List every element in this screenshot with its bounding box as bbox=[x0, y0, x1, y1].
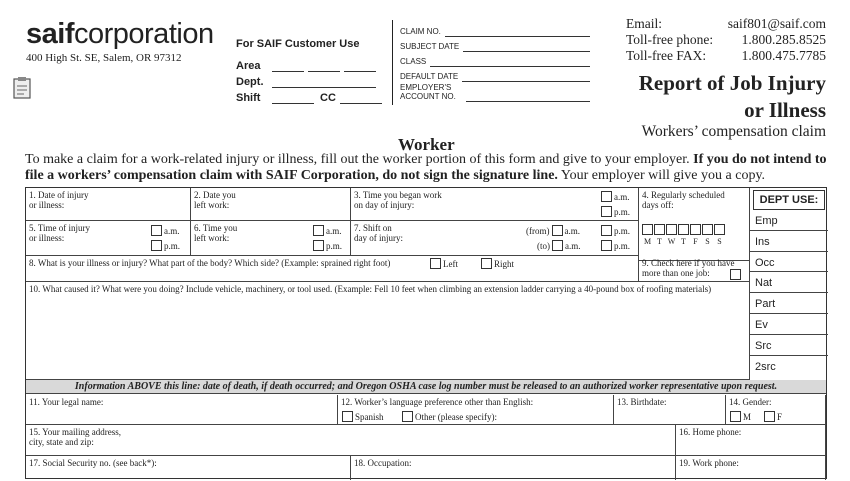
field-date-of-injury[interactable]: 1. Date of injury or illness: bbox=[26, 188, 191, 221]
to-am-checkbox[interactable] bbox=[552, 240, 563, 251]
day-checkbox-m[interactable] bbox=[642, 224, 653, 235]
to-am-label: a.m. bbox=[565, 240, 581, 251]
claim-no-label: CLAIM NO. bbox=[400, 27, 441, 37]
employer-account-field[interactable] bbox=[466, 101, 590, 102]
side-right[interactable] bbox=[481, 258, 514, 269]
dept-item-part[interactable]: Part bbox=[750, 293, 828, 314]
field-date-left-work[interactable]: 2. Date you left work: bbox=[191, 188, 351, 221]
intro-bold: If you do not intend to file a workers’ compensation claim with SAIF Corporation, do not sign the signature line. bbox=[25, 152, 827, 183]
field-illness-description[interactable]: 8. What is your illness or injury? What part of the body? Which side? (Example: sprained right foot) bbox=[26, 256, 639, 282]
right-label: Right bbox=[494, 258, 515, 269]
spanish-checkbox[interactable] bbox=[342, 411, 353, 422]
f-checkbox[interactable] bbox=[764, 411, 775, 422]
area-field-1[interactable] bbox=[272, 71, 304, 72]
left-checkbox[interactable] bbox=[430, 258, 441, 269]
dept-use-panel bbox=[750, 188, 828, 380]
field-time-of-injury[interactable]: 5. Time of injury or illness: bbox=[26, 221, 191, 256]
f5-am[interactable] bbox=[151, 225, 180, 236]
dept-item-occ[interactable]: Occ bbox=[750, 252, 828, 273]
shift-label: Shift bbox=[236, 92, 261, 104]
customer-use-box bbox=[236, 38, 386, 104]
from-am-label: a.m. bbox=[564, 225, 580, 236]
phone-label: Toll-free phone: bbox=[626, 32, 714, 47]
gender-m[interactable] bbox=[730, 411, 751, 422]
dept-field[interactable] bbox=[272, 87, 376, 88]
field-work-phone[interactable]: 19. Work phone: bbox=[676, 456, 826, 480]
dept-item-ev[interactable]: Ev bbox=[750, 314, 828, 335]
day-checkbox-f[interactable] bbox=[690, 224, 701, 235]
field-time-began-work[interactable]: 3. Time you began work on day of injury: bbox=[351, 188, 639, 221]
f6-am[interactable] bbox=[313, 225, 342, 236]
to-pm[interactable] bbox=[601, 240, 630, 251]
f5-am-checkbox[interactable] bbox=[151, 225, 162, 236]
from-pm[interactable] bbox=[601, 225, 630, 236]
employer-account-label: EMPLOYER'S ACCOUNT NO. bbox=[400, 83, 456, 102]
worker-form bbox=[25, 187, 827, 479]
lang-other[interactable] bbox=[402, 411, 497, 422]
gender-f[interactable] bbox=[764, 411, 782, 422]
field-cause[interactable]: 10. What caused it? What were you doing? Include vehicle, machinery, or tool used. (Example: Fell 10 feet when climbing an extension ladder carrying a 40-pound box of roofing materials) bbox=[26, 282, 750, 380]
class-label: CLASS bbox=[400, 57, 427, 67]
f5-pm[interactable] bbox=[151, 240, 180, 251]
field-more-than-one-job[interactable]: 9. Check here if you have more than one job: bbox=[639, 256, 750, 282]
field-ssn[interactable]: 17. Social Security no. (see back*): bbox=[26, 456, 351, 480]
fax-label: Toll-free FAX: bbox=[626, 48, 707, 63]
field-language[interactable]: 12. Worker’s language preference other than English: bbox=[338, 395, 614, 425]
dept-use-title: DEPT USE: bbox=[753, 190, 825, 210]
field-days-off[interactable] bbox=[639, 188, 750, 261]
f6-am-checkbox[interactable] bbox=[313, 225, 324, 236]
day-label: S bbox=[705, 237, 710, 246]
f3-am-checkbox[interactable] bbox=[601, 191, 612, 202]
field-home-phone[interactable]: 16. Home phone: bbox=[676, 425, 826, 456]
shift-field[interactable] bbox=[272, 103, 314, 104]
day-label: M bbox=[643, 237, 652, 246]
f7-from bbox=[526, 225, 580, 236]
f6-am-label: a.m. bbox=[326, 225, 342, 236]
m-checkbox[interactable] bbox=[730, 411, 741, 422]
day-label: S bbox=[717, 237, 722, 246]
f7-to bbox=[537, 240, 581, 251]
day-checkbox-su[interactable] bbox=[714, 224, 725, 235]
left-label: Left bbox=[443, 258, 458, 269]
cc-field[interactable] bbox=[340, 103, 382, 104]
class-field[interactable] bbox=[430, 66, 590, 67]
intro-part-2: Your employer will give you a copy. bbox=[557, 167, 766, 183]
dept-item-ins[interactable]: Ins bbox=[750, 231, 828, 252]
side-left[interactable] bbox=[430, 258, 458, 269]
email-value[interactable]: saif801@saif.com bbox=[727, 16, 826, 31]
intro-part-1: To make a claim for a work-related injury or illness, fill out the worker portion of this form and give to your employer. bbox=[25, 152, 694, 167]
from-label: (from) bbox=[526, 225, 550, 236]
day-checkbox-w[interactable] bbox=[666, 224, 677, 235]
report-title-line-1: Report of Job Injury bbox=[638, 71, 826, 95]
day-checkbox-s[interactable] bbox=[702, 224, 713, 235]
right-checkbox[interactable] bbox=[481, 258, 492, 269]
f5-pm-label: p.m. bbox=[164, 240, 181, 251]
report-subtitle: Workers’ compensation claim bbox=[641, 123, 826, 140]
claim-no-field[interactable] bbox=[445, 36, 590, 37]
report-title bbox=[639, 70, 826, 124]
from-pm-checkbox[interactable] bbox=[601, 225, 612, 236]
dept-item-src[interactable]: Src bbox=[750, 335, 828, 356]
report-title-line-2: or Illness bbox=[744, 98, 826, 122]
dept-item-nat[interactable]: Nat bbox=[750, 272, 828, 293]
field-mailing-address[interactable]: 15. Your mailing address, city, state and zip: bbox=[26, 425, 676, 456]
subject-date-field[interactable] bbox=[463, 51, 590, 52]
area-field-2[interactable] bbox=[308, 71, 340, 72]
info-banner: Information ABOVE this line: date of death, if death occurred; and Oregon OSHA case log number must be released to an authorized worker representative upon request. bbox=[26, 380, 826, 394]
field-time-left-work[interactable]: 6. Time you left work: bbox=[191, 221, 351, 256]
field-gender[interactable]: 14. Gender: bbox=[726, 395, 826, 425]
day-label: T bbox=[657, 237, 662, 246]
worker-heading: Worker bbox=[398, 135, 455, 154]
field-occupation[interactable]: 18. Occupation: bbox=[351, 456, 676, 480]
subject-date-label: SUBJECT DATE bbox=[400, 42, 460, 52]
f3-pm-label: p.m. bbox=[614, 206, 631, 217]
to-pm-checkbox[interactable] bbox=[601, 240, 612, 251]
day-checkbox-th[interactable] bbox=[678, 224, 689, 235]
saif-logo: saifcorporation bbox=[26, 18, 214, 50]
email-label: Email: bbox=[626, 16, 662, 31]
other-checkbox[interactable] bbox=[402, 411, 413, 422]
f5-am-label: a.m. bbox=[164, 225, 180, 236]
address: 400 High St. SE, Salem, OR 97312 bbox=[26, 52, 182, 64]
document-icon bbox=[12, 76, 32, 100]
from-pm-label: p.m. bbox=[614, 225, 631, 236]
more-than-one-job-checkbox[interactable] bbox=[730, 269, 741, 280]
spanish-label: Spanish bbox=[355, 411, 384, 422]
to-pm-label: p.m. bbox=[614, 240, 631, 251]
to-label: (to) bbox=[537, 240, 550, 251]
default-date-field[interactable] bbox=[462, 81, 590, 82]
f6-pm-checkbox[interactable] bbox=[313, 240, 324, 251]
field-birthdate[interactable]: 13. Birthdate: bbox=[614, 395, 726, 425]
f6-pm-label: p.m. bbox=[326, 240, 343, 251]
default-date-label: DEFAULT DATE bbox=[400, 72, 459, 82]
day-label: W bbox=[667, 237, 676, 246]
f5-pm-checkbox[interactable] bbox=[151, 240, 162, 251]
lang-spanish[interactable] bbox=[342, 411, 384, 422]
phone-value: 1.800.285.8525 bbox=[741, 32, 826, 47]
day-labels bbox=[642, 237, 746, 247]
cc-label: CC bbox=[320, 92, 336, 104]
days-off-label: 4. Regularly scheduled days off: bbox=[642, 190, 725, 210]
dept-label: Dept. bbox=[236, 76, 264, 88]
area-field-3[interactable] bbox=[344, 71, 376, 72]
m-label: M bbox=[743, 411, 752, 422]
claim-fields bbox=[400, 22, 590, 102]
day-checkbox-t[interactable] bbox=[654, 224, 665, 235]
other-label: Other (please specify): bbox=[415, 411, 497, 422]
dept-item-2src[interactable]: 2src bbox=[755, 360, 776, 373]
f6-pm[interactable] bbox=[313, 240, 342, 251]
day-label: T bbox=[681, 237, 686, 246]
f-label: F bbox=[777, 411, 783, 422]
f3-pm[interactable] bbox=[601, 206, 630, 217]
intro-text bbox=[25, 152, 830, 183]
fax-value: 1.800.475.7785 bbox=[741, 48, 826, 63]
header-divider bbox=[392, 20, 393, 105]
customer-use-title: For SAIF Customer Use bbox=[236, 38, 360, 50]
from-am-checkbox[interactable] bbox=[552, 225, 563, 236]
f3-am-label: a.m. bbox=[614, 191, 630, 202]
contact-info bbox=[626, 16, 826, 64]
dept-item-emp[interactable]: Emp bbox=[750, 210, 828, 231]
f3-am[interactable] bbox=[601, 191, 630, 202]
f3-pm-checkbox[interactable] bbox=[601, 206, 612, 217]
day-label: F bbox=[693, 237, 698, 246]
field-shift-on-day[interactable]: 7. Shift on day of injury: bbox=[351, 221, 639, 256]
day-checkboxes bbox=[642, 224, 746, 235]
area-label: Area bbox=[236, 60, 261, 72]
field-legal-name[interactable]: 11. Your legal name: bbox=[26, 395, 338, 425]
